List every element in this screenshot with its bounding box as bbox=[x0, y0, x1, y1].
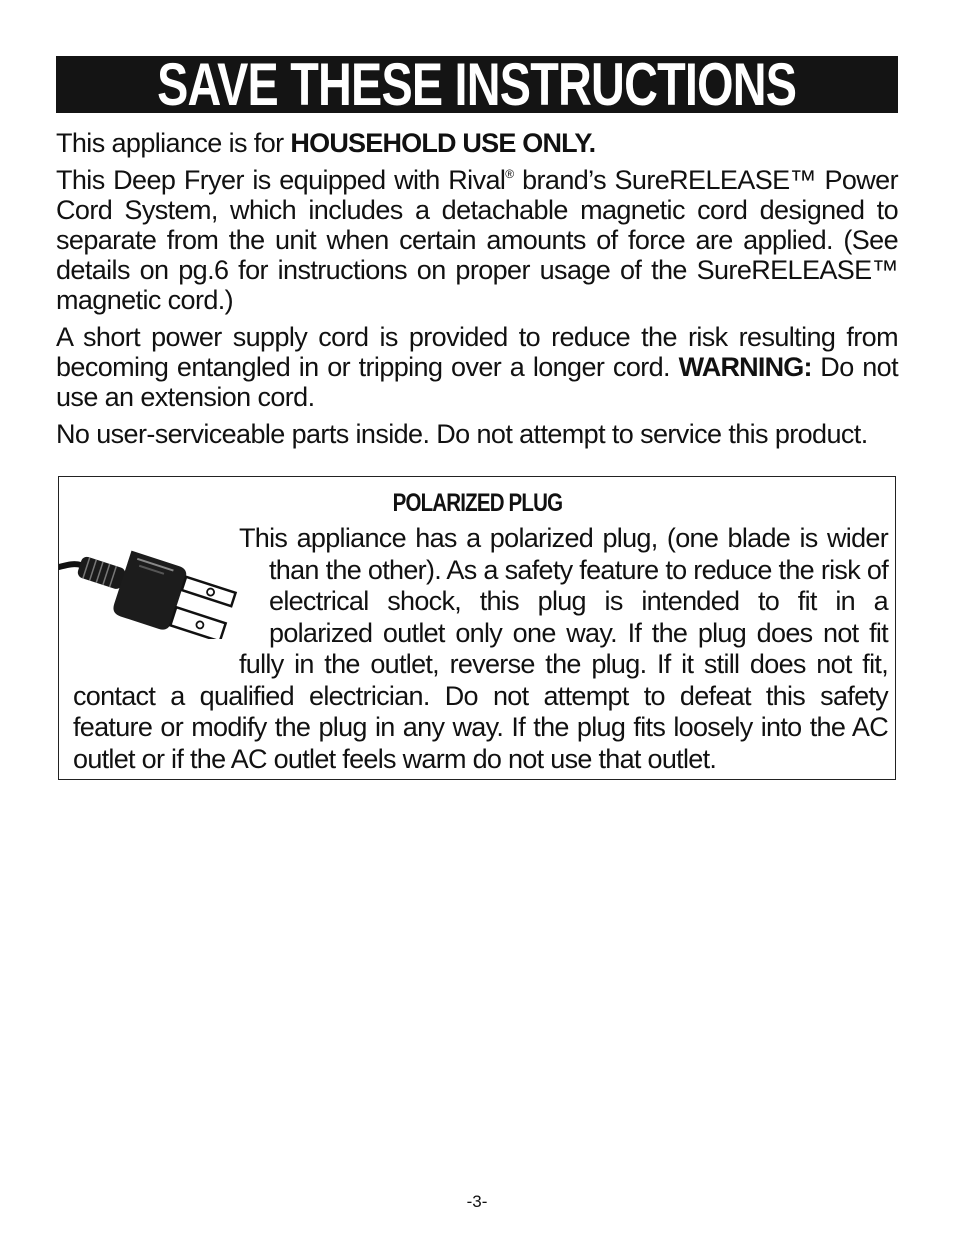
short-cord-text-b: Do not use an extension cord. bbox=[56, 352, 898, 412]
no-service-paragraph: No user-serviceable parts inside. Do not attempt to service this product. bbox=[56, 419, 868, 449]
polarized-plug-box bbox=[58, 476, 896, 780]
instructions-body bbox=[56, 128, 898, 456]
page-title: SAVE THESE INSTRUCTIONS bbox=[157, 56, 797, 113]
surerelease-text-a: This Deep Fryer is equipped with Rival bbox=[56, 165, 506, 195]
household-bold: HOUSEHOLD USE ONLY. bbox=[290, 128, 596, 158]
household-paragraph bbox=[56, 128, 898, 158]
warning-label: WARNING: bbox=[678, 352, 812, 382]
surerelease-text-b: brand’s SureRELEASE™ Power Cord System, which includes a detachable magnetic cord designed to separate from the unit when certain amounts of force are applied. (See details on pg.6 for instructions on proper usage of the SureRELEASE™ magnetic cord.) bbox=[56, 165, 898, 315]
polarized-plug-text: This appliance has a polarized plug, (one blade is wider than the other). As a safety feature to reduce the risk of electrical shock, this plug is intended to fit in a polarized outlet only one way. If the plug does not fit fully in the outlet, reverse the plug. If it still does not fit, contact a qualified electrician. Do not attempt to defeat this safety feature or modify the plug in any way. If the plug fits loosely into the AC outlet or if the AC outlet feels warm do not use that outlet. bbox=[73, 523, 888, 774]
registered-mark: ® bbox=[505, 167, 514, 181]
surerelease-paragraph bbox=[56, 165, 898, 315]
page-number: -3- bbox=[466, 1192, 488, 1211]
short-cord-paragraph bbox=[56, 322, 898, 412]
polarized-plug-title: POLARIZED PLUG bbox=[392, 489, 562, 517]
polarized-plug-text-block bbox=[73, 523, 888, 775]
short-cord-text-a: A short power supply cord is provided to reduce the risk resulting from becoming entangled in or tripping over a longer cord. bbox=[56, 322, 898, 382]
household-text: This appliance is for bbox=[56, 128, 291, 158]
page-title-banner bbox=[56, 56, 898, 113]
